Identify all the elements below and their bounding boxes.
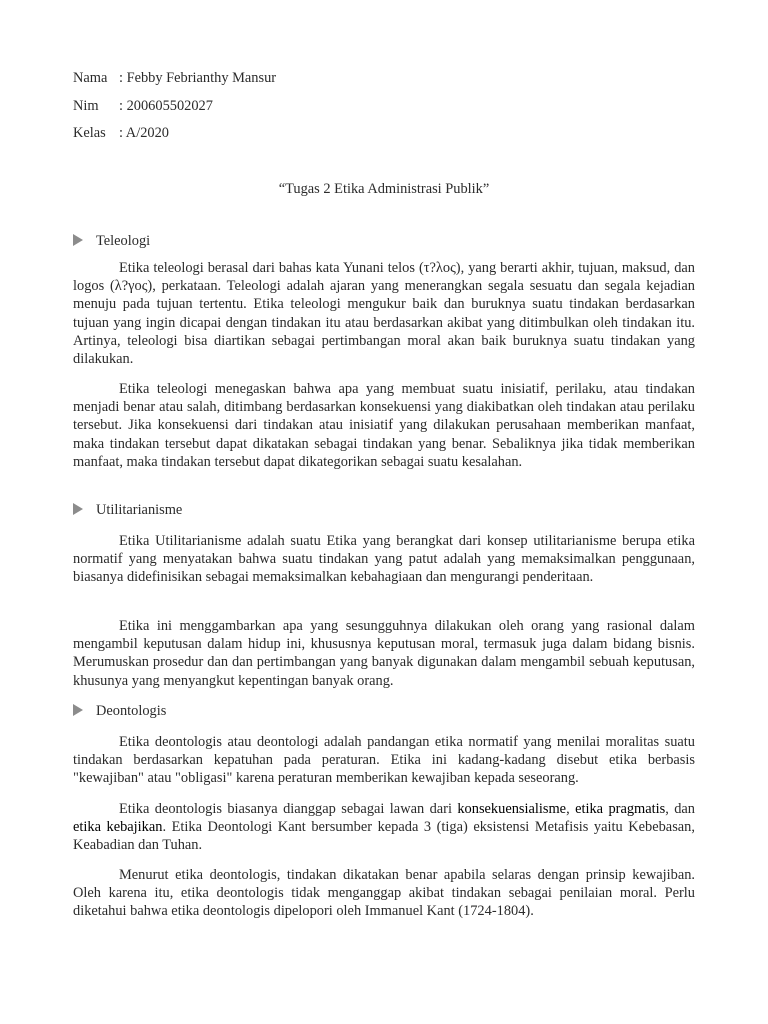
name-row [73, 68, 276, 88]
name-value: : Febby Febrianthy Mansur [119, 70, 277, 86]
paragraph: Etika deontologis atau deontologi adalah pandangan etika normatif yang menilai moralitas suatu tindakan berdasarkan kepatuhan pada peraturan. Etika ini kadang-kadang disebut etika berbasis "kewajiban" atau "obligasi" karena peraturan memberikan kewajiban kepada seseorang. [73, 734, 695, 787]
arrow-bullet-icon [73, 503, 83, 515]
section-heading-utilitarianisme [73, 500, 182, 520]
name-label: Nama [73, 70, 108, 86]
section-heading-label: Deontologis [96, 703, 167, 719]
section-heading-label: Teleologi [96, 233, 151, 249]
class-row [73, 123, 169, 143]
term-etika-pragmatis: etika pragmatis [575, 801, 666, 817]
paragraph: Etika ini menggambarkan apa yang sesungguhnya dilakukan oleh orang yang rasional dalam mengambil keputusan dalam hidup ini, khususnya keputusan moral, termasuk juga dalam bidang bisnis. Merumuskan prosedur dan dan pertimbangan yang banyak digunakan dalam mengambil sebuah keputusan, khusunya yang menyangkut kepentingan banyak orang. [73, 618, 695, 689]
paragraph: Etika Utilitarianisme adalah suatu Etika yang berangkat dari konsep utilitarianisme berupa etika normatif yang menyatakan bahwa suatu tindakan yang patut adalah yang memaksimalkan penggunaan, biasanya didefinisikan sebagai memaksimalkan kebahagiaan dan mengurangi penderitaan. [73, 533, 695, 586]
section-heading-label: Utilitarianisme [96, 502, 183, 518]
paragraph: Etika teleologi berasal dari bahas kata Yunani telos (τ?λος), yang berarti akhir, tujuan, maksud, dan logos (λ?γος), perkataan. Teleologi adalah ajaran yang menerangkan segala sesuatu dan segala kejadian menuju pada tujuan tertentu. Etika teleologi mengukur baik dan buruknya suatu tindakan berdasarkan tujuan yang ingin dicapai dengan tindakan itu atau berdasarkan akibat yang ditimbulkan oleh tindakan itu. Artinya, teleologi bisa diartikan sebagai pertimbangan moral akan baik buruknya suatu tindakan yang dilakukan. [73, 260, 695, 368]
paragraph-text: , dan [665, 801, 696, 817]
paragraph-text: . Etika Deontologi Kant bersumber kepada 3 (tiga) eksistensi Metafisis yaitu Kebebasan, Keabadian dan Tuhan. [73, 819, 695, 854]
term-konsekuensialisme: konsekuensialisme [457, 801, 567, 817]
document-title: “Tugas 2 Etika Administrasi Publik” [278, 181, 490, 197]
paragraph [73, 800, 695, 855]
nim-value: : 200605502027 [119, 98, 213, 114]
paragraph: Menurut etika deontologis, tindakan dikatakan benar apabila selaras dengan prinsip kewajiban. Oleh karena itu, etika deontologis tidak menganggap akibat tindakan sebagai penilaian moral. Perlu diketahui bahwa etika deontologis dipelopori oleh Immanuel Kant (1724-1804). [73, 867, 695, 920]
term-etika-kebajikan: etika kebajikan [73, 819, 163, 836]
class-value: : A/2020 [119, 125, 169, 141]
paragraph: Etika teleologi menegaskan bahwa apa yang membuat suatu inisiatif, perilaku, atau tindakan menjadi benar atau salah, ditimbang berdasarkan konsekuensi yang diakibatkan oleh tindakan atau perilaku tersebut. Jika konsekuensi dari tindakan atau inisiatif yang dilakukan perusahaan memberikan manfaat, maka tindakan tersebut dapat dikatakan sebagai tindakan yang benar. Sebaliknya jika tidak memberikan manfaat, maka tindakan tersebut dapat dikategorikan sebagai suatu kesalahan. [73, 381, 695, 470]
paragraph-text: Etika deontologis biasanya dianggap sebagai lawan dari [119, 801, 458, 817]
arrow-bullet-icon [73, 234, 83, 246]
section-heading-teleologi [73, 231, 150, 251]
section-heading-deontologis [73, 701, 166, 721]
class-label: Kelas [73, 125, 106, 141]
arrow-bullet-icon [73, 704, 83, 716]
nim-label: Nim [73, 98, 99, 114]
nim-row [73, 96, 213, 116]
paragraph-text: , [566, 801, 576, 817]
